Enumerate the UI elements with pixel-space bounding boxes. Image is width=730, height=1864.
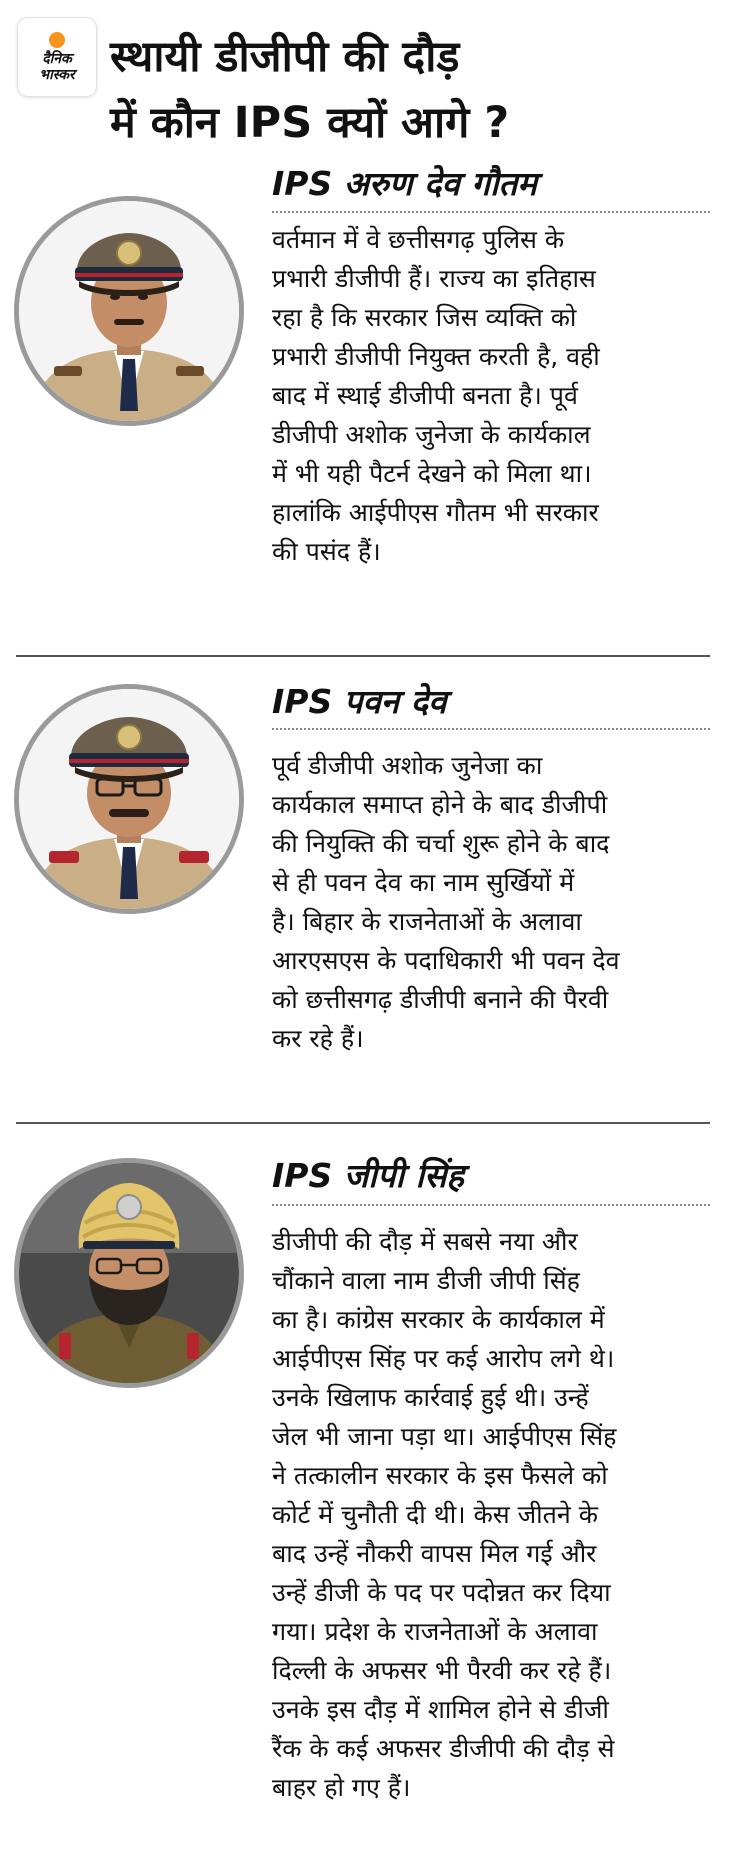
bio-line: पूर्व डीजीपी अशोक जुनेजा का <box>272 751 543 780</box>
police-officer-portrait-icon <box>14 684 244 914</box>
name-underline <box>272 1204 710 1206</box>
bio-line: जेल भी जाना पड़ा था। आईपीएस सिंह <box>272 1422 617 1451</box>
bio-line: गया। प्रदेश के राजनेताओं के अलावा <box>272 1617 598 1646</box>
profile-bio <box>272 746 712 1058</box>
profile-name: IPS जीपी सिंह <box>272 1156 464 1195</box>
bio-line: आईपीएस सिंह पर कई आरोप लगे थे। <box>272 1344 615 1373</box>
turbaned-police-officer-portrait-icon <box>14 1158 244 1388</box>
bio-line: रैंक के कई अफसर डीजीपी की दौड़ से <box>272 1734 615 1763</box>
bio-line: से ही पवन देव का नाम सुर्खियों में <box>272 868 575 897</box>
profile-card-gp-singh <box>0 1140 730 1860</box>
bio-line: चौंकाने वाला नाम डीजी जीपी सिंह <box>272 1266 580 1295</box>
bio-line: की नियुक्ति की चर्चा शुरू होने के बाद <box>272 829 610 858</box>
name-underline <box>272 211 710 213</box>
section-divider <box>16 655 710 657</box>
bio-line: रहा है कि सरकार जिस व्यक्ति को <box>272 303 577 332</box>
bio-line: प्रभारी डीजीपी नियुक्त करती है, वही <box>272 342 600 371</box>
bio-line: में भी यही पैटर्न देखने को मिला था। <box>272 459 592 488</box>
page-title-line-2: में कौन IPS क्यों आगे ? <box>110 98 510 148</box>
brand-logo <box>18 18 96 96</box>
police-officer-portrait-icon <box>14 196 244 426</box>
name-underline <box>272 728 710 730</box>
bio-line: प्रभारी डीजीपी हैं। राज्य का इतिहास <box>272 264 596 293</box>
bio-line: उन्हें डीजी के पद पर पदोन्नत कर दिया <box>272 1578 611 1607</box>
profile-bio <box>272 1222 712 1807</box>
logo-line-1: दैनिक <box>42 50 72 67</box>
page-title-line-1: स्थायी डीजीपी की दौड़ <box>110 32 460 82</box>
bio-line: कर रहे हैं। <box>272 1024 364 1053</box>
bio-line: उनके खिलाफ कार्रवाई हुई थी। उन्हें <box>272 1383 589 1412</box>
bio-line: बाहर हो गए हैं। <box>272 1773 411 1802</box>
bio-line: कार्यकाल समाप्त होने के बाद डीजीपी <box>272 790 608 819</box>
bio-line: ने तत्कालीन सरकार के इस फैसले को <box>272 1461 608 1490</box>
logo-sun-icon <box>49 32 65 48</box>
bio-line: की पसंद हैं। <box>272 537 381 566</box>
bio-line: उनके इस दौड़ में शामिल होने से डीजी <box>272 1695 609 1724</box>
profile-card-arun-dev-gautam <box>0 160 730 660</box>
profile-name: IPS अरुण देव गौतम <box>272 164 538 203</box>
profile-name: IPS पवन देव <box>272 682 447 721</box>
bio-line: डीजीपी अशोक जुनेजा के कार्यकाल <box>272 420 591 449</box>
logo-line-2: भास्कर <box>39 66 75 83</box>
bio-line: है। बिहार के राजनेताओं के अलावा <box>272 907 582 936</box>
bio-line: कोर्ट में चुनौती दी थी। केस जीतने के <box>272 1500 598 1529</box>
profile-bio <box>272 220 712 571</box>
profile-card-pawan-dev <box>0 672 730 1112</box>
bio-line: हालांकि आईपीएस गौतम भी सरकार <box>272 498 599 527</box>
bio-line: को छत्तीसगढ़ डीजीपी बनाने की पैरवी <box>272 985 609 1014</box>
bio-line: दिल्ली के अफसर भी पैरवी कर रहे हैं। <box>272 1656 612 1685</box>
bio-line: वर्तमान में वे छत्तीसगढ़ पुलिस के <box>272 225 565 254</box>
bio-line: का है। कांग्रेस सरकार के कार्यकाल में <box>272 1305 605 1334</box>
bio-line: आरएसएस के पदाधिकारी भी पवन देव <box>272 946 620 975</box>
bio-line: डीजीपी की दौड़ में सबसे नया और <box>272 1227 578 1256</box>
page-title <box>110 24 710 156</box>
bio-line: बाद में स्थाई डीजीपी बनता है। पूर्व <box>272 381 578 410</box>
section-divider <box>16 1122 710 1124</box>
bio-line: बाद उन्हें नौकरी वापस मिल गई और <box>272 1539 597 1568</box>
